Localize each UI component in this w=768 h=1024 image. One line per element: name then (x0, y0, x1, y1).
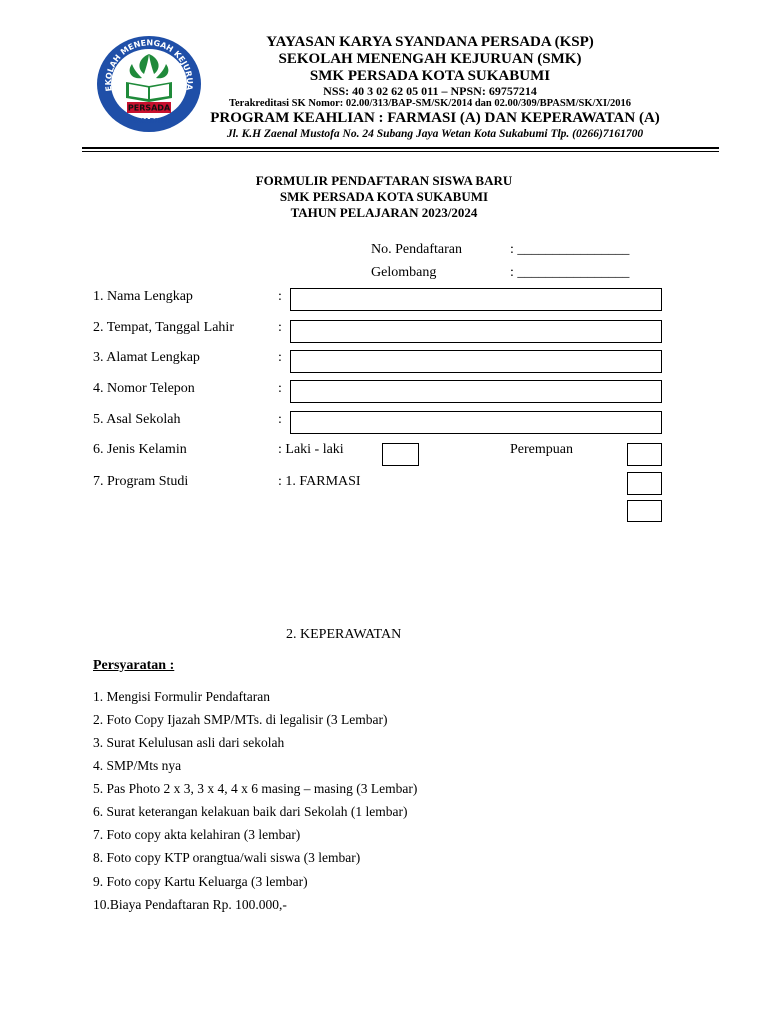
field-label-phone: 4. Nomor Telepon (93, 381, 195, 396)
address-input[interactable] (290, 350, 662, 373)
gender-female-checkbox[interactable] (627, 443, 662, 466)
logo-banner-text: PERSADA (127, 103, 171, 113)
requirement-item: 2. Foto Copy Ijazah SMP/MTs. di legalisir (3 Lembar) (93, 712, 388, 727)
form-year: TAHUN PELAJARAN 2023/2024 (290, 205, 478, 220)
requirement-item: 7. Foto copy akta kelahiran (3 lembar) (93, 827, 301, 842)
logo-city-text: SUKABUMI (127, 117, 171, 125)
wave-value[interactable]: : ________________ (510, 265, 630, 280)
field-label-birth: 2. Tempat, Tanggal Lahir (93, 320, 234, 335)
phone-input[interactable] (290, 380, 662, 403)
accreditation: Terakreditasi SK Nomor: 02.00/313/BAP-SM/SK/2014 dan 02.00/309/BPASM/SK/XI/2016 (228, 98, 632, 109)
field-label-name: 1. Nama Lengkap (93, 289, 193, 304)
requirement-item: 3. Surat Kelulusan asli dari sekolah (93, 735, 285, 750)
requirement-item: 10.Biaya Pendaftaran Rp. 100.000,- (93, 897, 287, 912)
school-name: SMK PERSADA KOTA SUKABUMI (309, 68, 551, 84)
field-label-school: 5. Asal Sekolah (93, 412, 181, 427)
field-label-address: 3. Alamat Lengkap (93, 350, 200, 365)
header-divider-thin (82, 151, 719, 152)
registration-number-label: No. Pendaftaran (371, 242, 462, 257)
logo-ring-text: EKOLAH MENENGAH KEJURUA (103, 38, 195, 92)
school-address: Jl. K.H Zaenal Mustofa No. 24 Subang Jaya Wetan Kota Sukabumi Tlp. (0266)7161700 (226, 128, 644, 140)
full-name-input[interactable] (290, 288, 662, 311)
requirement-item: 5. Pas Photo 2 x 3, 3 x 4, 4 x 6 masing – masing (3 Lembar) (93, 781, 418, 796)
form-school: SMK PERSADA KOTA SUKABUMI (279, 189, 489, 204)
gender-male-label: : Laki - laki (278, 442, 344, 457)
program-label: 7. Program Studi (93, 474, 189, 489)
program-keperawatan-checkbox[interactable] (627, 500, 662, 522)
gender-female-label: Perempuan (510, 442, 573, 457)
field-colon: : (278, 412, 282, 427)
form-title: FORMULIR PENDAFTARAN SISWA BARU (255, 173, 513, 188)
field-colon: : (278, 381, 282, 396)
gender-label: 6. Jenis Kelamin (93, 442, 187, 457)
foundation-name: YAYASAN KARYA SYANDANA PERSADA (KSP) (266, 34, 594, 50)
school-logo (94, 34, 204, 134)
program-option-keperawatan: 2. KEPERAWATAN (286, 627, 402, 642)
program-option-farmasi: : 1. FARMASI (278, 474, 361, 489)
field-colon: : (278, 320, 282, 335)
school-type: SEKOLAH MENENGAH KEJURUAN (SMK) (278, 51, 582, 67)
gender-male-checkbox[interactable] (382, 443, 419, 466)
program-expertise: PROGRAM KEAHLIAN : FARMASI (A) DAN KEPERAWATAN (A) (210, 110, 660, 126)
requirement-item: 8. Foto copy KTP orangtua/wali siswa (3 lembar) (93, 850, 361, 865)
requirement-item: 9. Foto copy Kartu Keluarga (3 lembar) (93, 874, 308, 889)
requirement-item: 1. Mengisi Formulir Pendaftaran (93, 689, 270, 704)
requirement-item: 6. Surat keterangan kelakuan baik dari Sekolah (1 lembar) (93, 804, 408, 819)
registration-number-value[interactable]: : ________________ (510, 242, 630, 257)
program-farmasi-checkbox[interactable] (627, 472, 662, 495)
field-colon: : (278, 289, 282, 304)
school-ids: NSS: 40 3 02 62 05 011 – NPSN: 69757214 (323, 84, 537, 98)
field-colon: : (278, 350, 282, 365)
requirements-heading: Persyaratan : (93, 658, 175, 673)
requirement-item: 4. SMP/Mts nya (93, 758, 182, 773)
wave-label: Gelombang (371, 265, 437, 280)
previous-school-input[interactable] (290, 411, 662, 434)
birth-place-date-input[interactable] (290, 320, 662, 343)
header-divider-thick (82, 147, 719, 149)
